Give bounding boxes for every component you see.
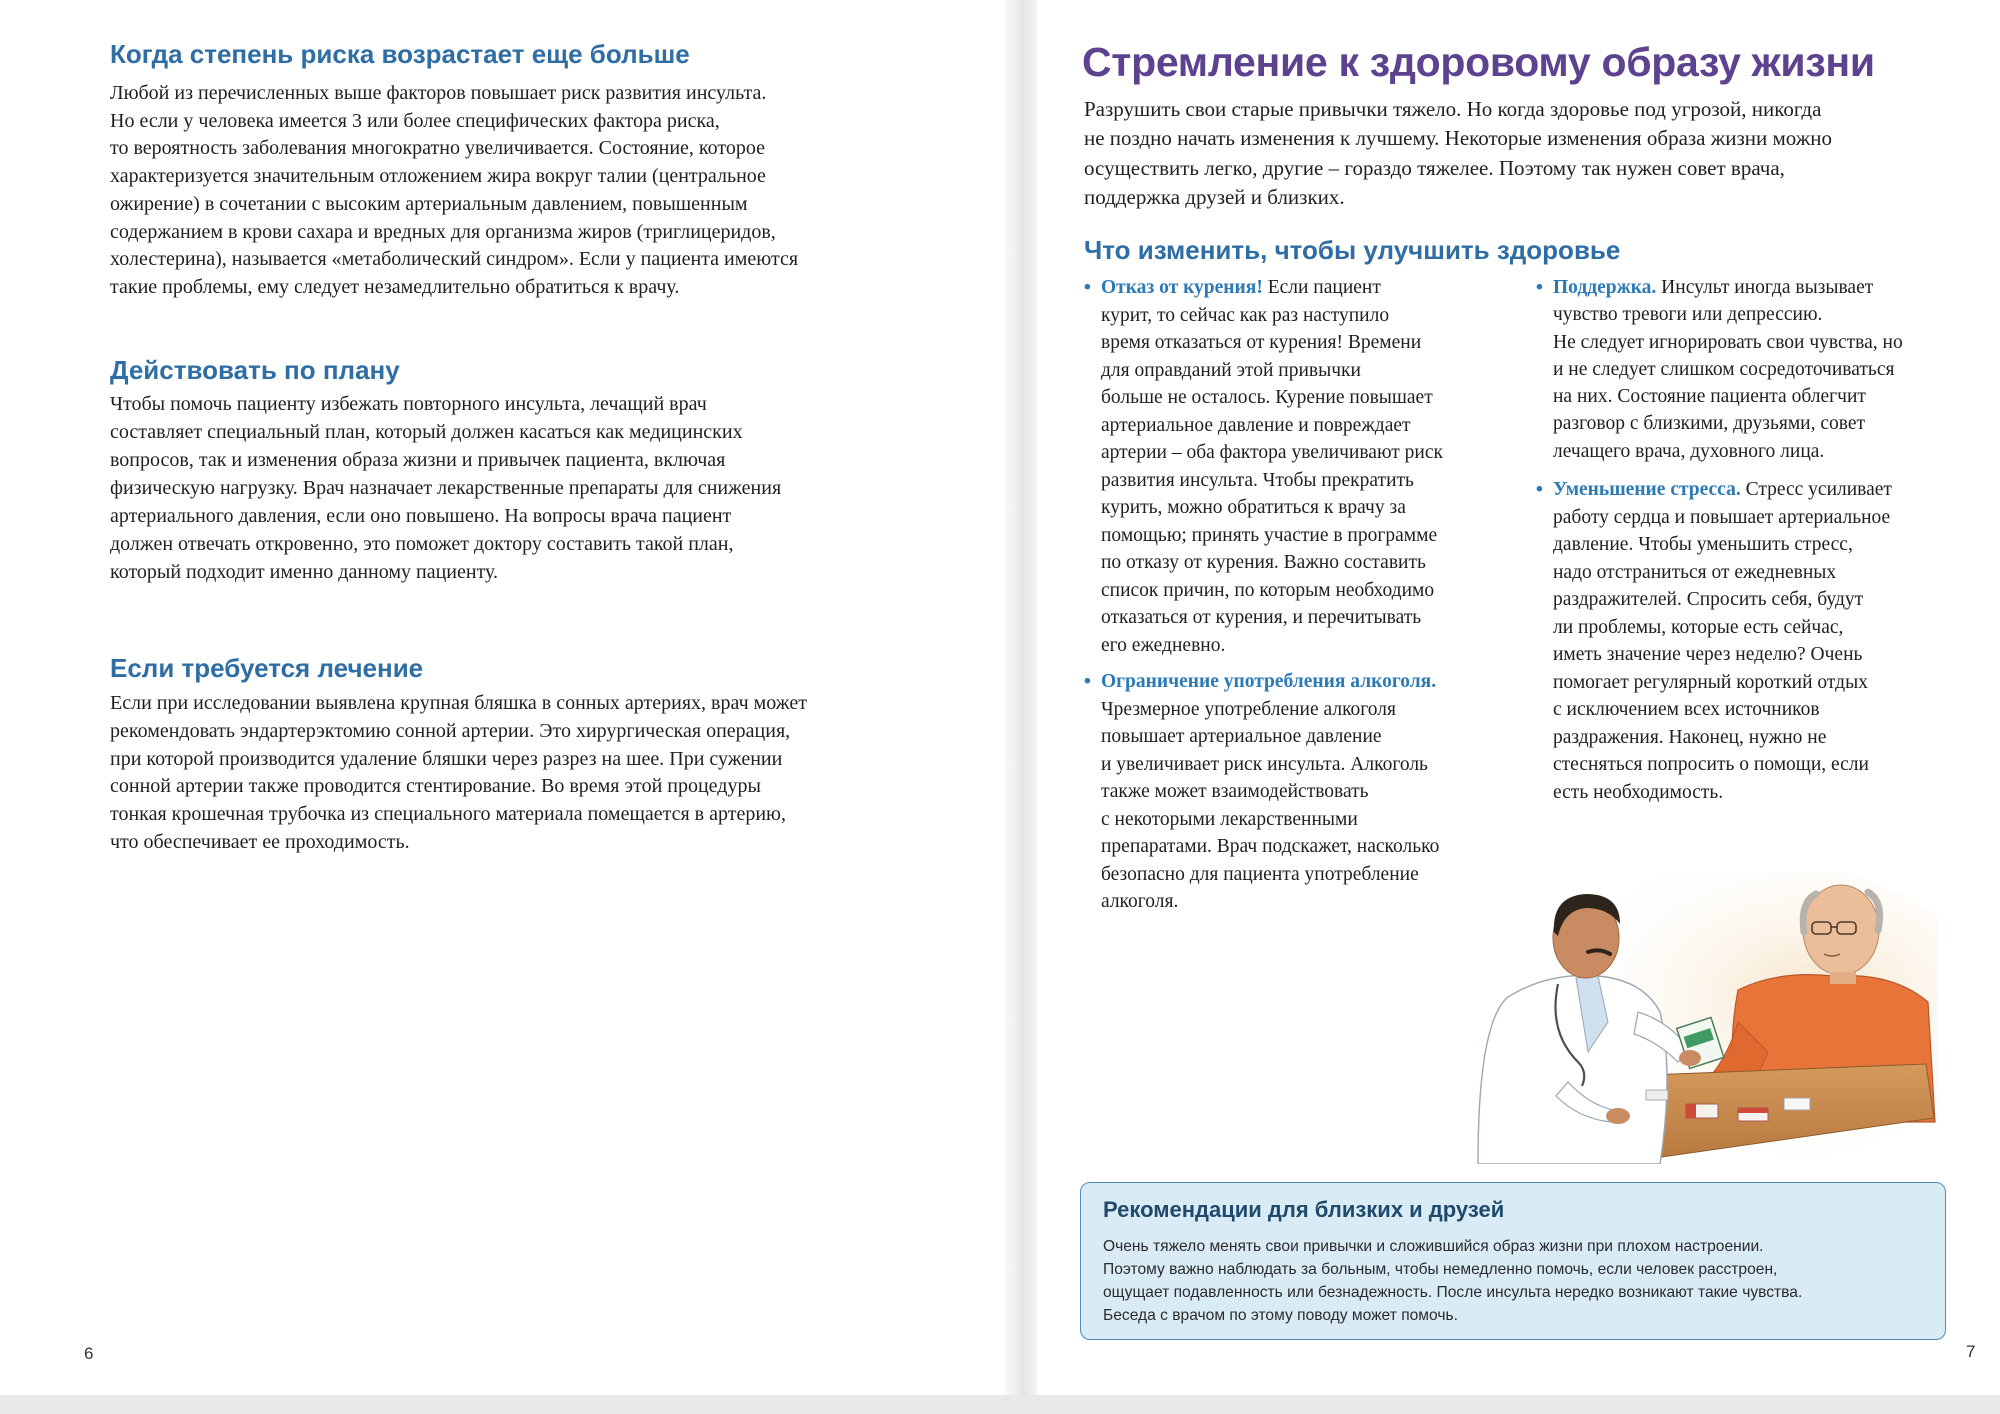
intro-paragraph-line: поддержка друзей и близких.	[1084, 184, 1345, 209]
bullet-lead: Ограничение употребления алкоголя.	[1101, 671, 1437, 692]
bullet-dot: •	[1084, 276, 1091, 298]
bullet-lead: Отказ от курения!	[1101, 277, 1263, 298]
risk-paragraph-line: ожирение) в сочетании с высоким артериальным давлением, повышенным	[110, 192, 748, 215]
bullet-line: раздражителей. Спросить себя, будут	[1553, 589, 1864, 610]
section-heading-plan: Действовать по плану	[110, 355, 400, 385]
callout-body	[1103, 1235, 1802, 1327]
callout-line: Очень тяжело менять свои привычки и сложившийся образ жизни при плохом настроении.	[1103, 1238, 1764, 1255]
bullet-line: чувство тревоги или депрессию.	[1553, 304, 1823, 326]
bullet-line: Не следует игнорировать свои чувства, но	[1553, 331, 1903, 353]
bullet-line: его ежедневно.	[1101, 634, 1226, 656]
paper-card-icon	[1646, 1090, 1668, 1100]
bullet-line: артериальное давление и повреждает	[1101, 414, 1411, 436]
bullet-line: помощью; принять участие в программе	[1101, 524, 1438, 546]
bullet-line: отказаться от курения, и перечитывать	[1101, 607, 1422, 628]
recommendations-callout	[1080, 1182, 1946, 1340]
bullet-line: лечащего врача, духовного лица.	[1553, 440, 1825, 462]
bullet-line: давление. Чтобы уменьшить стресс,	[1553, 534, 1853, 555]
bullet-limit-alcohol	[1084, 668, 1440, 916]
intro-paragraph-line: осуществить легко, другие – гораздо тяжелее. Поэтому так нужен совет врача,	[1084, 155, 1785, 180]
treatment-paragraph	[110, 690, 807, 857]
bullet-line: для оправданий этой привычки	[1101, 359, 1361, 381]
callout-line: Беседа с врачом по этому поводу может помочь.	[1103, 1307, 1458, 1324]
bullet-line: развития инсульта. Чтобы прекратить	[1101, 469, 1414, 491]
bullet-dot: •	[1536, 276, 1543, 298]
bullet-line: список причин, по которым необходимо	[1101, 579, 1435, 601]
intro-paragraph-line: Разрушить свои старые привычки тяжело. Но когда здоровье под угрозой, никогда	[1084, 97, 1822, 121]
treatment-paragraph-line: при которой производится удаление бляшки через разрез на шее. При сужении	[110, 747, 783, 770]
bullet-lead: Поддержка.	[1553, 277, 1657, 298]
risk-paragraph-line: такие проблемы, ему следует незамедлительно обратиться к врачу.	[110, 275, 680, 298]
bullet-line: препаратами. Врач подскажет, насколько	[1101, 836, 1440, 857]
bullet-line: ли проблемы, которые есть сейчас,	[1553, 616, 1844, 638]
bullet-line: артерии – оба фактора увеличивают риск	[1101, 442, 1443, 463]
plan-paragraph-line: который подходит именно данному пациенту.	[110, 561, 499, 583]
bullet-line: больше не осталось. Курение повышает	[1101, 387, 1433, 408]
plan-paragraph-line: вопросов, так и изменения образа жизни и привычек пациента, включая	[110, 449, 726, 471]
bullet-line: работу сердца и повышает артериальное	[1553, 506, 1891, 528]
bullet-lead: Уменьшение стресса.	[1553, 479, 1741, 500]
risk-paragraph-line: холестерина), называется «метаболический синдром». Если у пациента имеются	[110, 248, 799, 271]
plan-paragraph	[110, 390, 781, 586]
risk-paragraph-line: то вероятность заболевания многократно увеличивается. Состояние, которое	[110, 137, 765, 160]
treatment-paragraph-line: что обеспечивает ее проходимость.	[110, 830, 410, 853]
bullet-line: стесняться попросить о помощи, если	[1553, 754, 1869, 775]
doctor-coat	[1478, 975, 1667, 1164]
bullet-first-rest: Стресс усиливает	[1745, 479, 1892, 500]
callout-line: ощущает подавленность или безнадежность. После инсульта нередко возникают такие чувства.	[1103, 1284, 1803, 1301]
bullet-reduce-stress	[1536, 476, 1892, 806]
plan-paragraph-line: Чтобы помочь пациенту избежать повторного инсульта, лечащий врач	[110, 393, 707, 415]
bullet-first-rest: Если пациент	[1267, 277, 1381, 298]
treatment-paragraph-line: сонной артерии также проводится стентирование. Во время этой процедуры	[110, 775, 761, 798]
bullet-line: надо отстраниться от ежедневных	[1553, 561, 1837, 583]
callout-heading: Рекомендации для близких и друзей	[1103, 1197, 1505, 1222]
bullet-line: также может взаимодействовать	[1101, 781, 1369, 802]
bullet-line: есть необходимость.	[1553, 781, 1724, 803]
bullet-line: помогает регулярный короткий отдых	[1553, 671, 1868, 693]
bullet-line: алкоголя.	[1101, 891, 1179, 912]
bullet-body	[1101, 696, 1439, 916]
risk-paragraph-line: характеризуется значительным отложением жира вокруг талии (центральное	[110, 165, 766, 188]
treatment-paragraph-line: Если при исследовании выявлена крупная бляшка в сонных артериях, врач может	[110, 692, 807, 714]
bullet-line: Чрезмерное употребление алкоголя	[1101, 698, 1397, 720]
plan-paragraph-line: артериального давления, если оно повышено. На вопросы врача пациент	[110, 505, 732, 527]
bullet-first-rest: Инсульт иногда вызывает	[1661, 277, 1874, 298]
section-heading-risk: Когда степень риска возрастает еще больше	[110, 39, 690, 69]
bullet-line: и увеличивает риск инсульта. Алкоголь	[1101, 753, 1428, 775]
section-heading-changes: Что изменить, чтобы улучшить здоровье	[1084, 235, 1621, 265]
plan-paragraph-line: должен отвечать откровенно, это поможет доктору составить такой план,	[110, 533, 734, 555]
patient-neck	[1830, 972, 1856, 984]
bullet-line: разговор с близкими, друзьями, совет	[1553, 413, 1866, 435]
bullet-line: и не следует слишком сосредоточиваться	[1553, 358, 1895, 380]
doctor-hand-holding	[1679, 1050, 1701, 1066]
page-title: Стремление к здоровому образу жизни	[1082, 39, 1875, 85]
bullet-line: на них. Состояние пациента облегчит	[1553, 386, 1866, 408]
bullet-body	[1553, 504, 1892, 807]
treatment-paragraph-line: рекомендовать эндартерэктомию сонной артерии. Это хирургическая операция,	[110, 719, 791, 742]
bullet-first-line	[1553, 274, 1903, 301]
bullet-body	[1553, 301, 1903, 465]
bullet-line: с исключением всех источников	[1553, 699, 1820, 720]
bullet-dot: •	[1536, 478, 1543, 500]
spread-fold	[1005, 0, 1037, 1395]
bullet-line: иметь значение через неделю? Очень	[1553, 644, 1863, 665]
bullet-dot: •	[1084, 670, 1091, 692]
bullet-line: безопасно для пациента употребление	[1101, 863, 1419, 885]
bullet-line: по отказу от курения. Важно составить	[1101, 552, 1426, 573]
doctor-hand	[1606, 1108, 1630, 1124]
bullet-first-line	[1101, 668, 1439, 696]
plan-paragraph-line: составляет специальный план, который должен касаться как медицинских	[110, 421, 743, 443]
bullet-line: с некоторыми лекарственными	[1101, 808, 1358, 830]
plan-paragraph-line: физическую нагрузку. Врач назначает лекарственные препараты для снижения	[110, 477, 782, 499]
bullet-first-line	[1101, 274, 1443, 302]
bullet-line: раздражения. Наконец, нужно не	[1553, 726, 1827, 748]
callout-line: Поэтому важно наблюдать за больным, чтобы немедленно помочь, если человек расстроен,	[1103, 1261, 1778, 1278]
bullet-line: повышает артериальное давление	[1101, 726, 1382, 747]
section-heading-treatment: Если требуется лечение	[110, 653, 424, 683]
intro-paragraph-line: не поздно начать изменения к лучшему. Некоторые изменения образа жизни можно	[1084, 126, 1833, 151]
intro-paragraph	[1084, 95, 1832, 212]
page-number-right: 7	[1966, 1342, 1976, 1361]
risk-paragraph-line: содержанием в крови сахара и вредных для организма жиров (триглицеридов,	[110, 220, 776, 243]
bullet-support	[1536, 274, 1903, 465]
page-number-left: 6	[84, 1344, 94, 1363]
risk-paragraph	[110, 80, 798, 302]
bullet-line: время отказаться от курения! Времени	[1101, 332, 1422, 353]
risk-paragraph-line: Но если у человека имеется 3 или более специфических фактора риска,	[110, 109, 720, 132]
bullet-quit-smoking	[1084, 274, 1443, 659]
paper-card-icon	[1784, 1098, 1810, 1110]
doctor-patient-illustration	[1438, 872, 1938, 1164]
treatment-paragraph-line: тонкая крошечная трубочка из специального материала помещается в артерию,	[110, 803, 786, 826]
scan-bottom-edge	[0, 1395, 2000, 1414]
risk-paragraph-line: Любой из перечисленных выше факторов повышает риск развития инсульта.	[110, 82, 767, 104]
bullet-line: курить, можно обратиться к врачу за	[1101, 497, 1406, 518]
bullet-first-line	[1553, 476, 1892, 504]
bullet-line: курит, то сейчас как раз наступило	[1101, 304, 1390, 326]
bullet-body	[1101, 302, 1443, 660]
